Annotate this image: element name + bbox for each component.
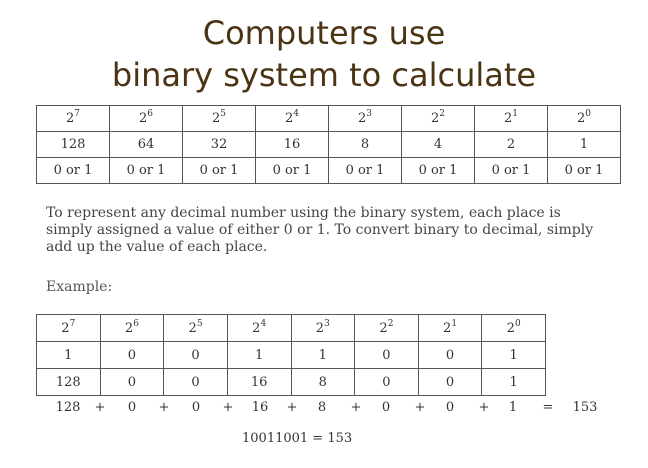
bit-cell: 0 <box>100 342 164 369</box>
option-cell: 0 or 1 <box>475 158 548 184</box>
product-cell: 8 <box>291 369 355 396</box>
product-cell: 16 <box>227 369 291 396</box>
option-cell: 0 or 1 <box>256 158 329 184</box>
bit-cell: 1 <box>291 342 355 369</box>
value-cell: 16 <box>256 132 329 158</box>
power-cell: $2^7$ <box>37 106 110 132</box>
power-cell: $2^5$ <box>164 315 228 342</box>
power-cell: $2^2$ <box>355 315 419 342</box>
bit-cell: 1 <box>37 342 101 369</box>
sum-term: 128 <box>55 400 81 415</box>
example-products-row <box>37 369 546 396</box>
title-line-1: Computers use <box>202 14 446 52</box>
bit-cell: 0 <box>355 342 419 369</box>
plus-sign: + <box>350 400 362 415</box>
option-cell: 0 or 1 <box>110 158 183 184</box>
option-cell: 0 or 1 <box>329 158 402 184</box>
power-cell: $2^7$ <box>37 315 101 342</box>
value-cell: 1 <box>548 132 621 158</box>
plus-sign: + <box>158 400 170 415</box>
values-row <box>37 132 621 158</box>
power-cell: $2^2$ <box>402 106 475 132</box>
power-cell: $2^0$ <box>548 106 621 132</box>
product-cell: 0 <box>164 369 228 396</box>
sum-term: 16 <box>251 400 269 415</box>
bit-cell: 0 <box>418 342 482 369</box>
product-cell: 1 <box>482 369 546 396</box>
power-cell: $2^4$ <box>256 106 329 132</box>
example-label: Example: <box>46 279 113 295</box>
title-line-2: binary system to calculate <box>111 56 537 94</box>
example-table <box>36 314 546 396</box>
power-cell: $2^5$ <box>183 106 256 132</box>
bit-cell: 0 <box>164 342 228 369</box>
sum-term: 0 <box>381 400 391 415</box>
power-cell: $2^6$ <box>110 106 183 132</box>
sum-term: 0 <box>127 400 137 415</box>
power-cell: $2^0$ <box>482 315 546 342</box>
power-cell: $2^1$ <box>475 106 548 132</box>
plus-sign: + <box>222 400 234 415</box>
value-cell: 32 <box>183 132 256 158</box>
equals-sign: = <box>542 400 554 415</box>
bit-cell: 1 <box>482 342 546 369</box>
power-cell: $2^4$ <box>227 315 291 342</box>
place-value-table <box>36 105 621 184</box>
options-row <box>37 158 621 184</box>
option-cell: 0 or 1 <box>37 158 110 184</box>
power-cell: $2^3$ <box>291 315 355 342</box>
value-cell: 64 <box>110 132 183 158</box>
powers-row <box>37 106 621 132</box>
plus-sign: + <box>478 400 490 415</box>
option-cell: 0 or 1 <box>548 158 621 184</box>
description-text: To represent any decimal number using the binary system, each place is simply assigned a value of either 0 or 1. To convert binary to decimal, simply add up the value of each place. <box>46 205 594 255</box>
product-cell: 128 <box>37 369 101 396</box>
option-cell: 0 or 1 <box>183 158 256 184</box>
sum-term: 0 <box>445 400 455 415</box>
plus-sign: + <box>286 400 298 415</box>
example-bits-row <box>37 342 546 369</box>
product-cell: 0 <box>418 369 482 396</box>
value-cell: 128 <box>37 132 110 158</box>
value-cell: 4 <box>402 132 475 158</box>
power-cell: $2^3$ <box>329 106 402 132</box>
sum-total: 153 <box>572 400 598 415</box>
product-cell: 0 <box>100 369 164 396</box>
value-cell: 8 <box>329 132 402 158</box>
product-cell: 0 <box>355 369 419 396</box>
binary-result: 10011001 = 153 <box>242 431 353 446</box>
plus-sign: + <box>94 400 106 415</box>
sum-equation <box>0 400 648 418</box>
sum-term: 8 <box>317 400 327 415</box>
power-cell: $2^6$ <box>100 315 164 342</box>
sum-term: 0 <box>191 400 201 415</box>
plus-sign: + <box>414 400 426 415</box>
power-cell: $2^1$ <box>418 315 482 342</box>
sum-term: 1 <box>508 400 518 415</box>
bit-cell: 1 <box>227 342 291 369</box>
option-cell: 0 or 1 <box>402 158 475 184</box>
value-cell: 2 <box>475 132 548 158</box>
example-powers-row <box>37 315 546 342</box>
